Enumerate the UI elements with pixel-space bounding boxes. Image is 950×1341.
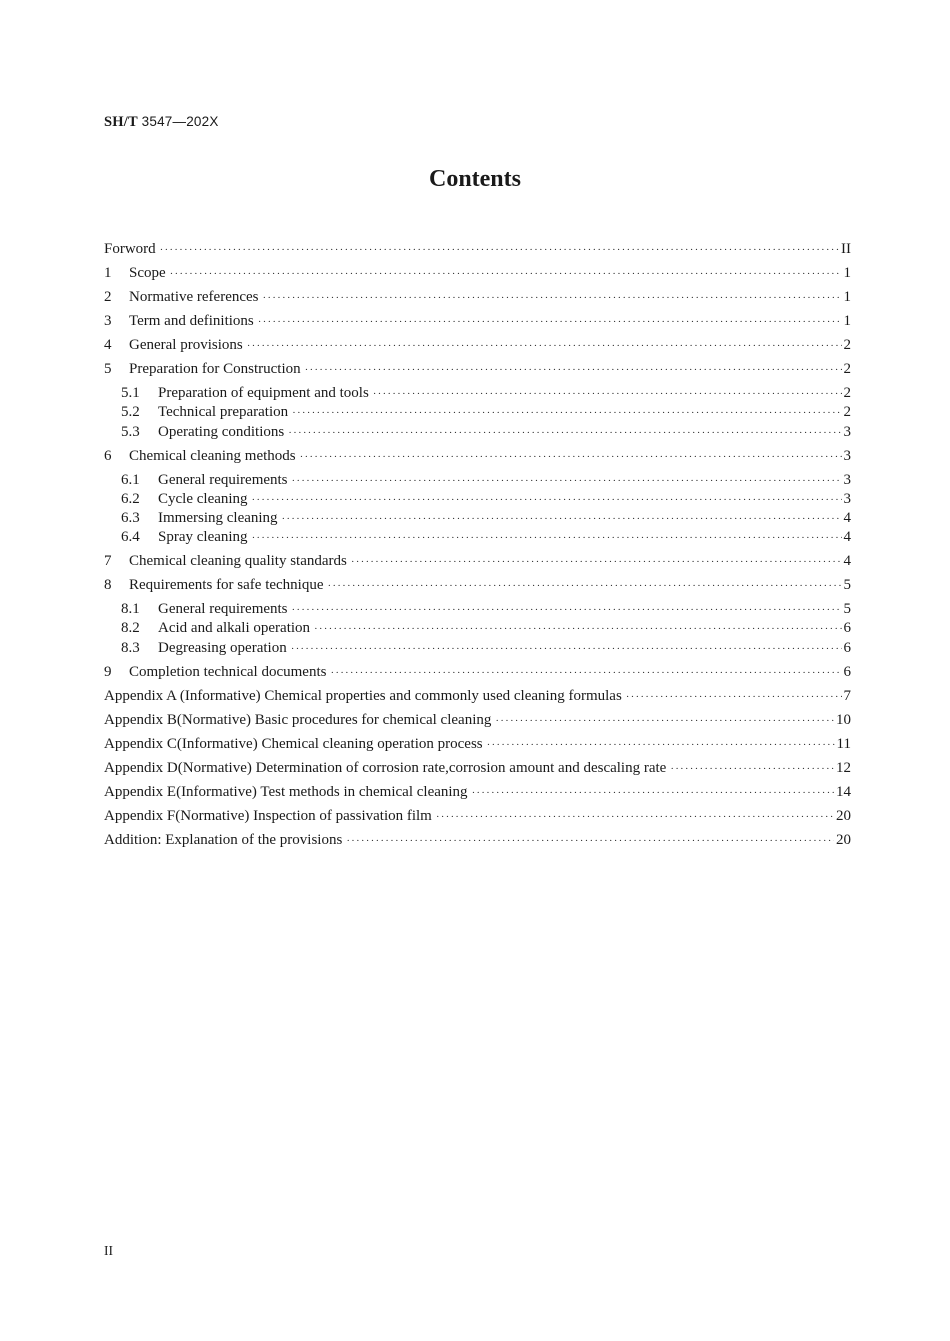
- toc-leader-dots: [160, 245, 839, 256]
- toc-entry-page: 6: [843, 640, 851, 656]
- toc-leader-dots: [252, 533, 842, 544]
- toc-entry[interactable]: [104, 713, 851, 728]
- toc-leader-dots: [328, 581, 842, 592]
- toc-leader-dots: [487, 740, 835, 751]
- toc-leader-dots: [247, 341, 842, 352]
- toc-entry-title: Degreasing operation: [158, 640, 287, 656]
- toc-entry-title: Scope: [129, 265, 166, 281]
- toc-entry[interactable]: [104, 314, 851, 329]
- toc-leader-dots: [346, 836, 834, 847]
- toc-entry-page: 5: [843, 577, 851, 593]
- toc-entry-page: 4: [843, 553, 851, 569]
- toc-entry-number: 7: [104, 553, 112, 569]
- toc-leader-dots: [300, 452, 842, 463]
- toc-entry[interactable]: [104, 785, 851, 800]
- toc-entry-title: Appendix D(Normative) Determination of corrosion rate,corrosion amount and descaling rate: [104, 760, 667, 776]
- toc-entry-number: 4: [104, 337, 112, 353]
- toc-entry-number: 8.3: [121, 640, 140, 656]
- toc-entry-page: 4: [843, 510, 851, 526]
- toc-entry-page: 12: [836, 760, 851, 776]
- toc-leader-dots: [258, 317, 842, 328]
- toc-leader-dots: [170, 269, 842, 280]
- toc-entry-title: Term and definitions: [129, 313, 254, 329]
- toc-entry-page: 3: [843, 424, 851, 440]
- toc-entry[interactable]: [104, 290, 851, 305]
- toc-entry[interactable]: [104, 473, 851, 488]
- toc-entry-page: 10: [836, 712, 851, 728]
- toc-entry-number: 2: [104, 289, 112, 305]
- toc-entry-number: 9: [104, 664, 112, 680]
- toc-entry-page: 4: [843, 529, 851, 545]
- toc-entry-number: 5.3: [121, 424, 140, 440]
- toc-entry-page: 3: [843, 448, 851, 464]
- toc-entry[interactable]: [104, 530, 851, 545]
- toc-entry-title: Operating conditions: [158, 424, 285, 440]
- toc-entry-page: 2: [843, 337, 851, 353]
- standard-prefix: SH/T: [104, 114, 138, 130]
- toc-entry-page: 7: [843, 688, 851, 704]
- toc-entry-number: 1: [104, 265, 112, 281]
- toc-entry[interactable]: [104, 362, 851, 377]
- toc-entry-title: Completion technical documents: [129, 664, 327, 680]
- toc-entry[interactable]: [104, 386, 851, 401]
- toc-leader-dots: [314, 624, 841, 635]
- toc-entry-title: General requirements: [158, 472, 288, 488]
- toc-entry[interactable]: [104, 641, 851, 656]
- toc-entry-page: 1: [843, 313, 851, 329]
- toc-entry-number: 5.2: [121, 404, 140, 420]
- toc-entry-title: Preparation of equipment and tools: [158, 385, 369, 401]
- toc-entry-page: 20: [836, 832, 851, 848]
- toc-entry-page: 1: [843, 265, 851, 281]
- toc-entry-title: Acid and alkali operation: [158, 620, 311, 636]
- toc-entry-number: 6.4: [121, 529, 140, 545]
- toc-entry[interactable]: [104, 833, 851, 848]
- toc-entry-number: 5: [104, 361, 112, 377]
- toc-entry-title: Chemical cleaning quality standards: [129, 553, 347, 569]
- toc-entry-title: Appendix B(Normative) Basic procedures for chemical cleaning: [104, 712, 492, 728]
- toc-entry-page: 3: [843, 491, 851, 507]
- toc-leader-dots: [351, 557, 842, 568]
- toc-entry[interactable]: [104, 511, 851, 526]
- toc-entry[interactable]: [104, 554, 851, 569]
- toc-entry-number: 8.2: [121, 620, 140, 636]
- toc-entry-title: Appendix A (Informative) Chemical properties and commonly used cleaning formulas: [104, 688, 622, 704]
- toc-leader-dots: [263, 293, 842, 304]
- toc-entry[interactable]: [104, 425, 851, 440]
- toc-leader-dots: [292, 476, 842, 487]
- toc-entry-page: 6: [843, 620, 851, 636]
- toc-entry-page: II: [841, 241, 851, 257]
- toc-entry[interactable]: [104, 689, 851, 704]
- toc-entry[interactable]: [104, 665, 851, 680]
- toc-leader-dots: [291, 644, 842, 655]
- toc-leader-dots: [670, 764, 834, 775]
- toc-leader-dots: [373, 389, 842, 400]
- toc-entry[interactable]: [104, 578, 851, 593]
- toc-entry-number: 8: [104, 577, 112, 593]
- toc-entry-title: Spray cleaning: [158, 529, 248, 545]
- standard-code: [104, 114, 219, 131]
- toc-entry[interactable]: [104, 449, 851, 464]
- toc-entry-title: Addition: Explanation of the provisions: [104, 832, 343, 848]
- toc-leader-dots: [288, 428, 841, 439]
- toc-entry[interactable]: [104, 809, 851, 824]
- toc-entry-page: 6: [843, 664, 851, 680]
- toc-entry-page: 2: [843, 404, 851, 420]
- toc-entry-title: General provisions: [129, 337, 243, 353]
- toc-entry-title: General requirements: [158, 601, 288, 617]
- footer-page-number: II: [104, 1243, 113, 1258]
- toc-entry-title: Cycle cleaning: [158, 491, 248, 507]
- toc-leader-dots: [330, 668, 841, 679]
- toc-entry[interactable]: [104, 602, 851, 617]
- toc-entry-number: 6: [104, 448, 112, 464]
- page-title: Contents: [428, 166, 521, 192]
- toc-entry-page: 2: [843, 361, 851, 377]
- toc-entry-title: Appendix F(Normative) Inspection of passivation film: [104, 808, 432, 824]
- toc-entry-page: 14: [836, 784, 851, 800]
- toc-entry-number: 6.2: [121, 491, 140, 507]
- toc-entry-title: Preparation for Construction: [129, 361, 301, 377]
- toc-entry-page: 11: [836, 736, 851, 752]
- toc-entry-title: Immersing cleaning: [158, 510, 278, 526]
- toc-entry[interactable]: [104, 761, 851, 776]
- toc-entry[interactable]: [104, 338, 851, 353]
- toc-entry-number: 8.1: [121, 601, 140, 617]
- toc-entry[interactable]: [104, 405, 851, 420]
- toc-entry-page: 2: [843, 385, 851, 401]
- toc-leader-dots: [292, 605, 842, 616]
- toc-entry-title: Normative references: [129, 289, 259, 305]
- toc-entry-page: 20: [836, 808, 851, 824]
- toc-entry[interactable]: [104, 492, 851, 507]
- toc-leader-dots: [436, 812, 834, 823]
- standard-number: 3547—202X: [141, 114, 219, 129]
- toc-leader-dots: [252, 495, 842, 506]
- toc-entry[interactable]: [104, 242, 851, 257]
- toc-entry-page: 5: [843, 601, 851, 617]
- toc-entry-title: Appendix E(Informative) Test methods in chemical cleaning: [104, 784, 468, 800]
- toc-entry-title: Chemical cleaning methods: [129, 448, 296, 464]
- toc-leader-dots: [626, 692, 842, 703]
- toc-entry-number: 3: [104, 313, 112, 329]
- toc-leader-dots: [292, 408, 841, 419]
- toc-leader-dots: [472, 788, 834, 799]
- toc-entry-number: 5.1: [121, 385, 140, 401]
- toc-entry[interactable]: [104, 737, 851, 752]
- toc-leader-dots: [305, 365, 842, 376]
- toc-entry-title: Forword: [104, 241, 156, 257]
- toc-entry-title: Technical preparation: [158, 404, 289, 420]
- toc-entry-title: Appendix C(Informative) Chemical cleaning operation process: [104, 736, 483, 752]
- toc-entry-title: Requirements for safe technique: [129, 577, 324, 593]
- toc-entry-number: 6.1: [121, 472, 140, 488]
- toc-entry[interactable]: [104, 266, 851, 281]
- toc-leader-dots: [282, 514, 842, 525]
- toc-entry[interactable]: [104, 621, 851, 636]
- toc-entry-page: 1: [843, 289, 851, 305]
- toc-entry-page: 3: [843, 472, 851, 488]
- toc-leader-dots: [495, 716, 834, 727]
- toc-entry-number: 6.3: [121, 510, 140, 526]
